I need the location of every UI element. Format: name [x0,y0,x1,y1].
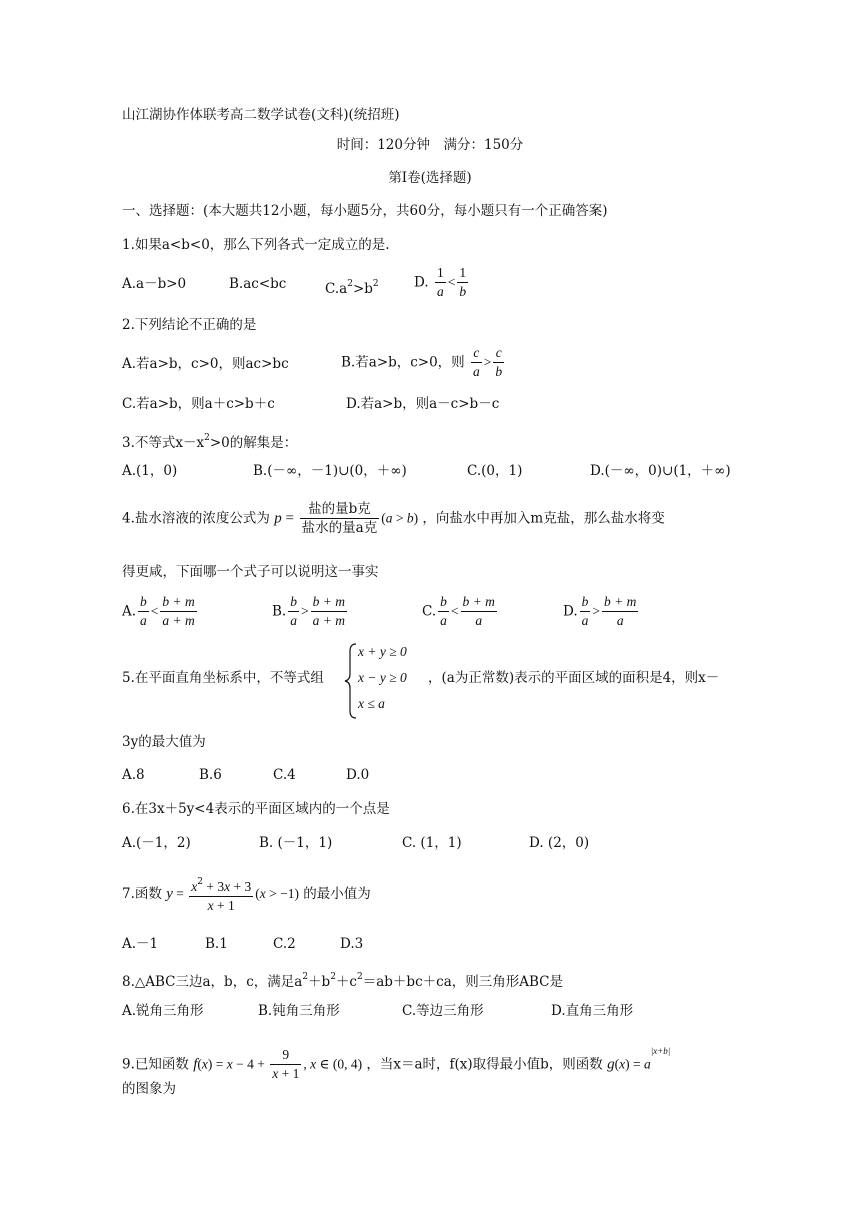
q2-option-a: A.若a>b，c>0，则ac>bc [122,356,289,372]
q6-option-c: C. (1，1) [402,835,462,851]
q7-option-d: D.3 [340,936,364,952]
q9-stem-cont: 的图象为 [122,1081,176,1097]
q4-option-a: A. $\frac{b}{a}$ < $\frac{b + m}{a + m}$ [122,594,195,628]
system-brace [344,643,358,719]
q3-stem: 3.不等式$x-x^2>0$的解集是： [122,433,298,451]
q8-option-d: D.直角三角形 [551,1003,634,1019]
q4-stem: 4.盐水溶液的浓度公式为 p = $\frac{\text{盐的量b克}}{\text{盐水的量a克}}$ (a > b) ，向盐水中再加入m克盐，那么盐水将变 [122,501,665,536]
q3-option-a: A.(1，0) [122,463,178,479]
q6-option-a: A.(－1，2) [122,835,191,851]
q6-stem: 6.在3x＋5y<4表示的平面区域内的一个点是 [122,801,390,817]
q4-option-c: C. $\frac{b}{a}$ < $\frac{b + m}{a}$ [422,594,495,628]
q8-option-b: B.钝角三角形 [258,1003,340,1019]
q4-stem-cont: 得更咸，下面哪一个式子可以说明这一事实 [122,564,379,580]
q3-option-b: B.(－∞，－1)∪(0，＋∞) [253,463,407,479]
q1-option-d: D. $\frac{1}{a}$ < $\frac{1}{b}$ [414,265,467,299]
q1-option-a: A.a－b>0 [122,276,187,292]
q7-stem: 7.函数 y = $\frac{x^2 + 3x + 3}{x + 1}$ (x > −1) 的最小值为 [122,873,371,915]
q2-option-c: C.若a>b，则a＋c>b＋c [122,396,275,412]
q5-option-a: A.8 [122,767,145,783]
system-ineq-3: x ≤ a [358,696,385,711]
q2-option-d: D.若a>b，则a－c>b－c [346,396,500,412]
q3-option-d: D.(－∞，0)∪(1，＋∞) [590,463,731,479]
q5-option-c: C.4 [273,767,296,783]
q5-stem-post: ，(a为正常数)表示的平面区域的面积是4，则x－ [428,670,720,686]
q6-option-d: D. (2，0) [529,835,590,851]
exam-title: 山江湖协作体联考高二数学试卷(文科)(统招班) [122,107,400,123]
q1-option-c: $C.a^2>b^2$ [325,279,379,297]
section-title: 第Ⅰ卷(选择题) [388,170,472,186]
q8-stem: 8.△ABC三边a，b，c，满足$a^2+b^2+c^2=ab+bc+ca$，则三角形ABC是 [122,972,563,990]
q7-option-c: C.2 [273,936,296,952]
q4-option-b: B. $\frac{b}{a}$ > $\frac{b + m}{a + m}$ [272,594,345,628]
q5-option-b: B.6 [199,767,222,783]
q7-option-b: B.1 [205,936,228,952]
q9-stem: 9.已知函数 f(x) = x − 4 + $\frac{9}{x + 1}$ , x ∈ (0, 4) ，当x＝a时，f(x)取得最小值b，则函数 $g(x) = a^{|x+b|}$ [122,1046,671,1081]
q5-option-d: D.0 [346,767,370,783]
q5-stem-cont: 3y的最大值为 [122,734,206,750]
instructions: 一、选择题：(本大题共12小题，每小题5分，共60分，每小题只有一个正确答案) [122,203,608,219]
time-info: 时间：120分钟 满分：150分 [336,137,524,153]
q2-stem: 2.下列结论不正确的是 [122,317,257,333]
q6-option-b: B. (－1，1) [259,835,333,851]
q4-option-d: D. $\frac{b}{a}$ > $\frac{b + m}{a}$ [563,594,637,628]
q8-option-c: C.等边三角形 [402,1003,484,1019]
q2-option-b: B.若a>b，c>0，则 $\frac{c}{a}$ > $\frac{c}{b}$ [341,345,503,379]
system-ineq-1: x + y ≥ 0 [358,644,407,659]
q1-option-b: B.ac<bc [229,276,287,292]
q3-option-c: C.(0，1) [467,463,523,479]
q7-option-a: A.－1 [122,936,159,952]
q5-stem-pre: 5.在平面直角坐标系中，不等式组 [122,670,324,686]
q8-option-a: A.锐角三角形 [122,1003,204,1019]
system-ineq-2: x − y ≥ 0 [358,670,407,685]
q1-stem: 1.如果a<b<0，那么下列各式一定成立的是. [122,237,390,253]
